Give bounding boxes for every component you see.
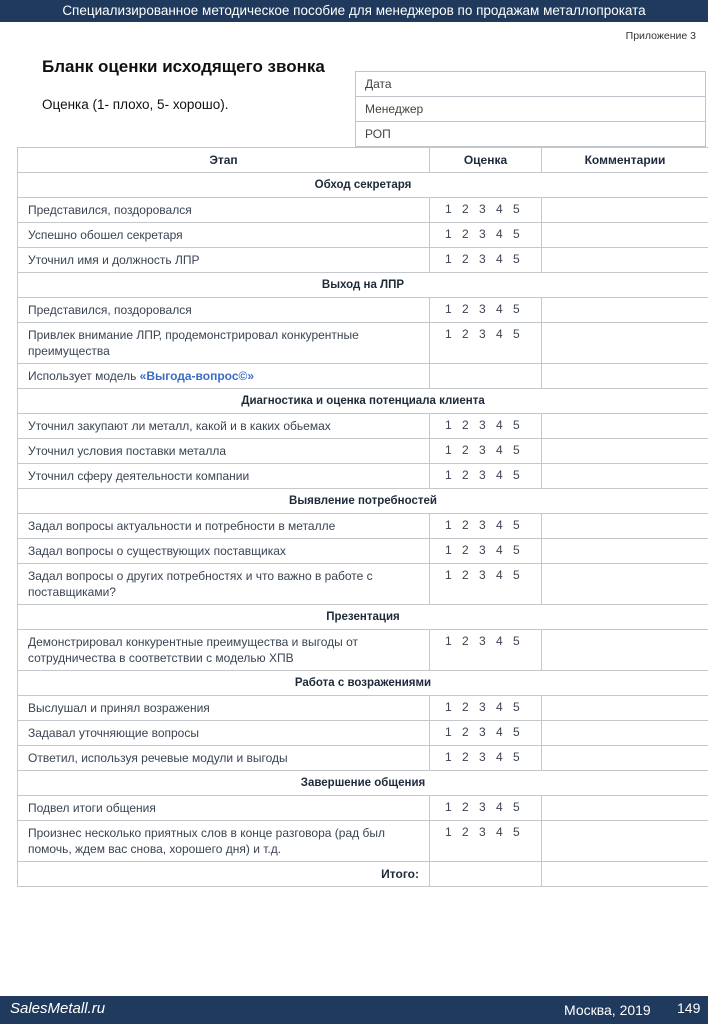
stage-cell: Задал вопросы о существующих поставщиках — [18, 539, 430, 564]
stage-cell: Представился, поздоровался — [18, 198, 430, 223]
section-header: Презентация — [18, 605, 708, 630]
stage-cell: Задал вопросы актуальности и потребности в металле — [18, 514, 430, 539]
table-row — [18, 464, 708, 489]
score-cell[interactable]: 1 2 3 4 5 — [430, 630, 542, 671]
column-header-stage: Этап — [18, 148, 430, 173]
comment-cell[interactable] — [542, 414, 708, 439]
stage-cell: Выслушал и принял возражения — [18, 696, 430, 721]
score-cell[interactable]: 1 2 3 4 5 — [430, 564, 542, 605]
comment-cell[interactable] — [542, 464, 708, 489]
table-row — [18, 721, 708, 746]
comment-cell[interactable] — [542, 821, 708, 862]
section-header: Обход секретаря — [18, 173, 708, 198]
manager-field[interactable]: Менеджер — [355, 97, 706, 122]
score-cell[interactable]: 1 2 3 4 5 — [430, 223, 542, 248]
table-row — [18, 539, 708, 564]
score-cell[interactable]: 1 2 3 4 5 — [430, 248, 542, 273]
stage-cell: Представился, поздоровался — [18, 298, 430, 323]
table-row — [18, 248, 708, 273]
comment-cell[interactable] — [542, 630, 708, 671]
section-header: Диагностика и оценка потенциала клиента — [18, 389, 708, 414]
comment-cell[interactable] — [542, 746, 708, 771]
score-cell[interactable]: 1 2 3 4 5 — [430, 539, 542, 564]
stage-cell: Подвел итоги общения — [18, 796, 430, 821]
score-cell[interactable]: 1 2 3 4 5 — [430, 439, 542, 464]
section-header: Работа с возражениями — [18, 671, 708, 696]
comment-cell[interactable] — [542, 439, 708, 464]
scale-note: Оценка (1- плохо, 5- хорошо). — [42, 97, 229, 112]
score-cell[interactable]: 1 2 3 4 5 — [430, 746, 542, 771]
stage-cell: Уточнил закупают ли металл, какой и в каких обьемах — [18, 414, 430, 439]
stage-cell: Успешно обошел секретаря — [18, 223, 430, 248]
score-cell[interactable]: 1 2 3 4 5 — [430, 696, 542, 721]
form-title: Бланк оценки исходящего звонка — [42, 57, 325, 76]
table-row — [18, 364, 708, 389]
comment-cell[interactable] — [542, 721, 708, 746]
score-cell[interactable]: 1 2 3 4 5 — [430, 821, 542, 862]
total-comment-cell[interactable] — [542, 862, 708, 887]
total-score-cell[interactable] — [430, 862, 542, 887]
table-row — [18, 323, 708, 364]
table-row — [18, 564, 708, 605]
page-number: 149 — [677, 1000, 701, 1016]
score-cell[interactable]: 1 2 3 4 5 — [430, 721, 542, 746]
comment-cell[interactable] — [542, 564, 708, 605]
comment-cell[interactable] — [542, 696, 708, 721]
score-cell[interactable]: 1 2 3 4 5 — [430, 796, 542, 821]
score-cell[interactable]: 1 2 3 4 5 — [430, 298, 542, 323]
stage-cell: Задавал уточняющие вопросы — [18, 721, 430, 746]
stage-cell: Демонстрировал конкурентные преимущества и выгоды от сотрудничества в соответствии с моделью ХПВ — [18, 630, 430, 671]
comment-cell[interactable] — [542, 248, 708, 273]
comment-cell[interactable] — [542, 514, 708, 539]
table-row — [18, 796, 708, 821]
comment-cell[interactable] — [542, 539, 708, 564]
section-header: Завершение общения — [18, 771, 708, 796]
stage-cell: Произнес несколько приятных слов в конце разговора (рад был помочь, ждем вас снова, хорошего дня) и т.д. — [18, 821, 430, 862]
stage-cell: Уточнил сферу деятельности компании — [18, 464, 430, 489]
footer-site: SalesMetall.ru — [10, 1000, 106, 1017]
meta-fields-box — [355, 71, 706, 147]
score-cell[interactable]: 1 2 3 4 5 — [430, 198, 542, 223]
evaluation-table — [17, 147, 708, 887]
model-prefix: Использует модель — [28, 369, 140, 383]
score-cell[interactable] — [430, 364, 542, 389]
model-name: «Выгода-вопрос©» — [139, 369, 255, 383]
score-cell[interactable]: 1 2 3 4 5 — [430, 514, 542, 539]
stage-cell: Уточнил условия поставки металла — [18, 439, 430, 464]
stage-cell: Привлек внимание ЛПР, продемонстрировал конкурентные преимущества — [18, 323, 430, 364]
score-cell[interactable]: 1 2 3 4 5 — [430, 464, 542, 489]
footer-city-year: Москва, 2019 — [564, 1002, 651, 1018]
table-row — [18, 821, 708, 862]
score-cell[interactable]: 1 2 3 4 5 — [430, 323, 542, 364]
appendix-label: Приложение 3 — [625, 30, 696, 42]
column-header-comments: Комментарии — [542, 148, 708, 173]
table-row — [18, 696, 708, 721]
stage-cell: Задал вопросы о других потребностях и что важно в работе с поставщиками? — [18, 564, 430, 605]
total-label: Итого: — [18, 862, 430, 887]
table-row — [18, 746, 708, 771]
table-row — [18, 439, 708, 464]
date-field[interactable]: Дата — [355, 72, 706, 97]
table-row — [18, 630, 708, 671]
score-cell[interactable]: 1 2 3 4 5 — [430, 414, 542, 439]
header-banner-text: Специализированное методическое пособие для менеджеров по продажам металлопроката — [62, 3, 646, 18]
section-header: Выход на ЛПР — [18, 273, 708, 298]
comment-cell[interactable] — [542, 364, 708, 389]
column-header-score: Оценка — [430, 148, 542, 173]
comment-cell[interactable] — [542, 298, 708, 323]
stage-cell — [18, 364, 430, 389]
table-row — [18, 198, 708, 223]
table-row — [18, 223, 708, 248]
rop-field[interactable]: РОП — [355, 122, 706, 147]
table-row — [18, 514, 708, 539]
comment-cell[interactable] — [542, 198, 708, 223]
comment-cell[interactable] — [542, 223, 708, 248]
comment-cell[interactable] — [542, 796, 708, 821]
section-header: Выявление потребностей — [18, 489, 708, 514]
stage-cell: Ответил, используя речевые модули и выгоды — [18, 746, 430, 771]
table-row — [18, 414, 708, 439]
comment-cell[interactable] — [542, 323, 708, 364]
evaluation-table-body — [18, 173, 708, 862]
stage-cell: Уточнил имя и должность ЛПР — [18, 248, 430, 273]
table-row — [18, 298, 708, 323]
